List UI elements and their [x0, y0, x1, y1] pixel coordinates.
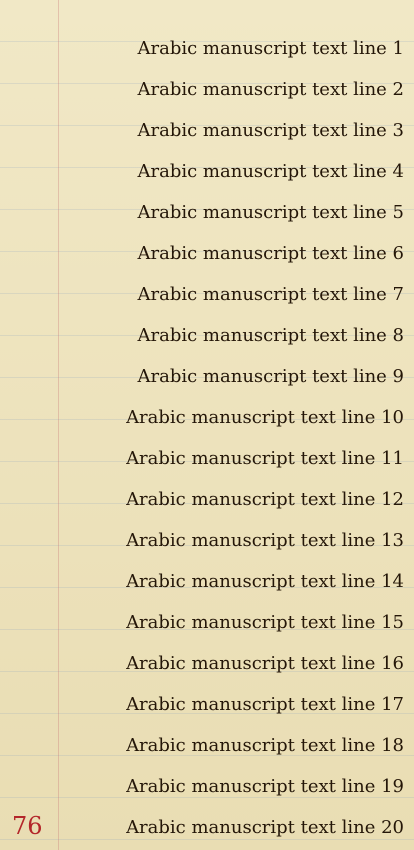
manuscript-line: Arabic manuscript text line 14 — [126, 571, 404, 592]
manuscript-line: Arabic manuscript text line 4 — [137, 161, 404, 182]
manuscript-line: Arabic manuscript text line 10 — [126, 407, 404, 428]
manuscript-line: Arabic manuscript text line 12 — [126, 489, 404, 510]
manuscript-line: Arabic manuscript text line 8 — [137, 325, 404, 346]
manuscript-line: Arabic manuscript text line 7 — [137, 284, 404, 305]
manuscript-line: Arabic manuscript text line 20 — [126, 817, 404, 838]
manuscript-line: Arabic manuscript text line 13 — [126, 530, 404, 551]
manuscript-line: Arabic manuscript text line 11 — [126, 448, 404, 469]
manuscript-line: Arabic manuscript text line 18 — [126, 735, 404, 756]
manuscript-line: Arabic manuscript text line 5 — [137, 202, 404, 223]
manuscript-line: Arabic manuscript text line 16 — [126, 653, 404, 674]
manuscript-line: Arabic manuscript text line 3 — [137, 120, 404, 141]
manuscript-line: Arabic manuscript text line 9 — [137, 366, 404, 387]
manuscript-line: Arabic manuscript text line 6 — [137, 243, 404, 264]
manuscript-line: Arabic manuscript text line 1 — [137, 38, 404, 59]
text-block — [8, 30, 404, 850]
manuscript-line: Arabic manuscript text line 19 — [126, 776, 404, 797]
manuscript-line: Arabic manuscript text line 15 — [126, 612, 404, 633]
manuscript-line: Arabic manuscript text line 17 — [126, 694, 404, 715]
page-number: 76 — [12, 812, 43, 840]
manuscript-line: Arabic manuscript text line 2 — [137, 79, 404, 100]
